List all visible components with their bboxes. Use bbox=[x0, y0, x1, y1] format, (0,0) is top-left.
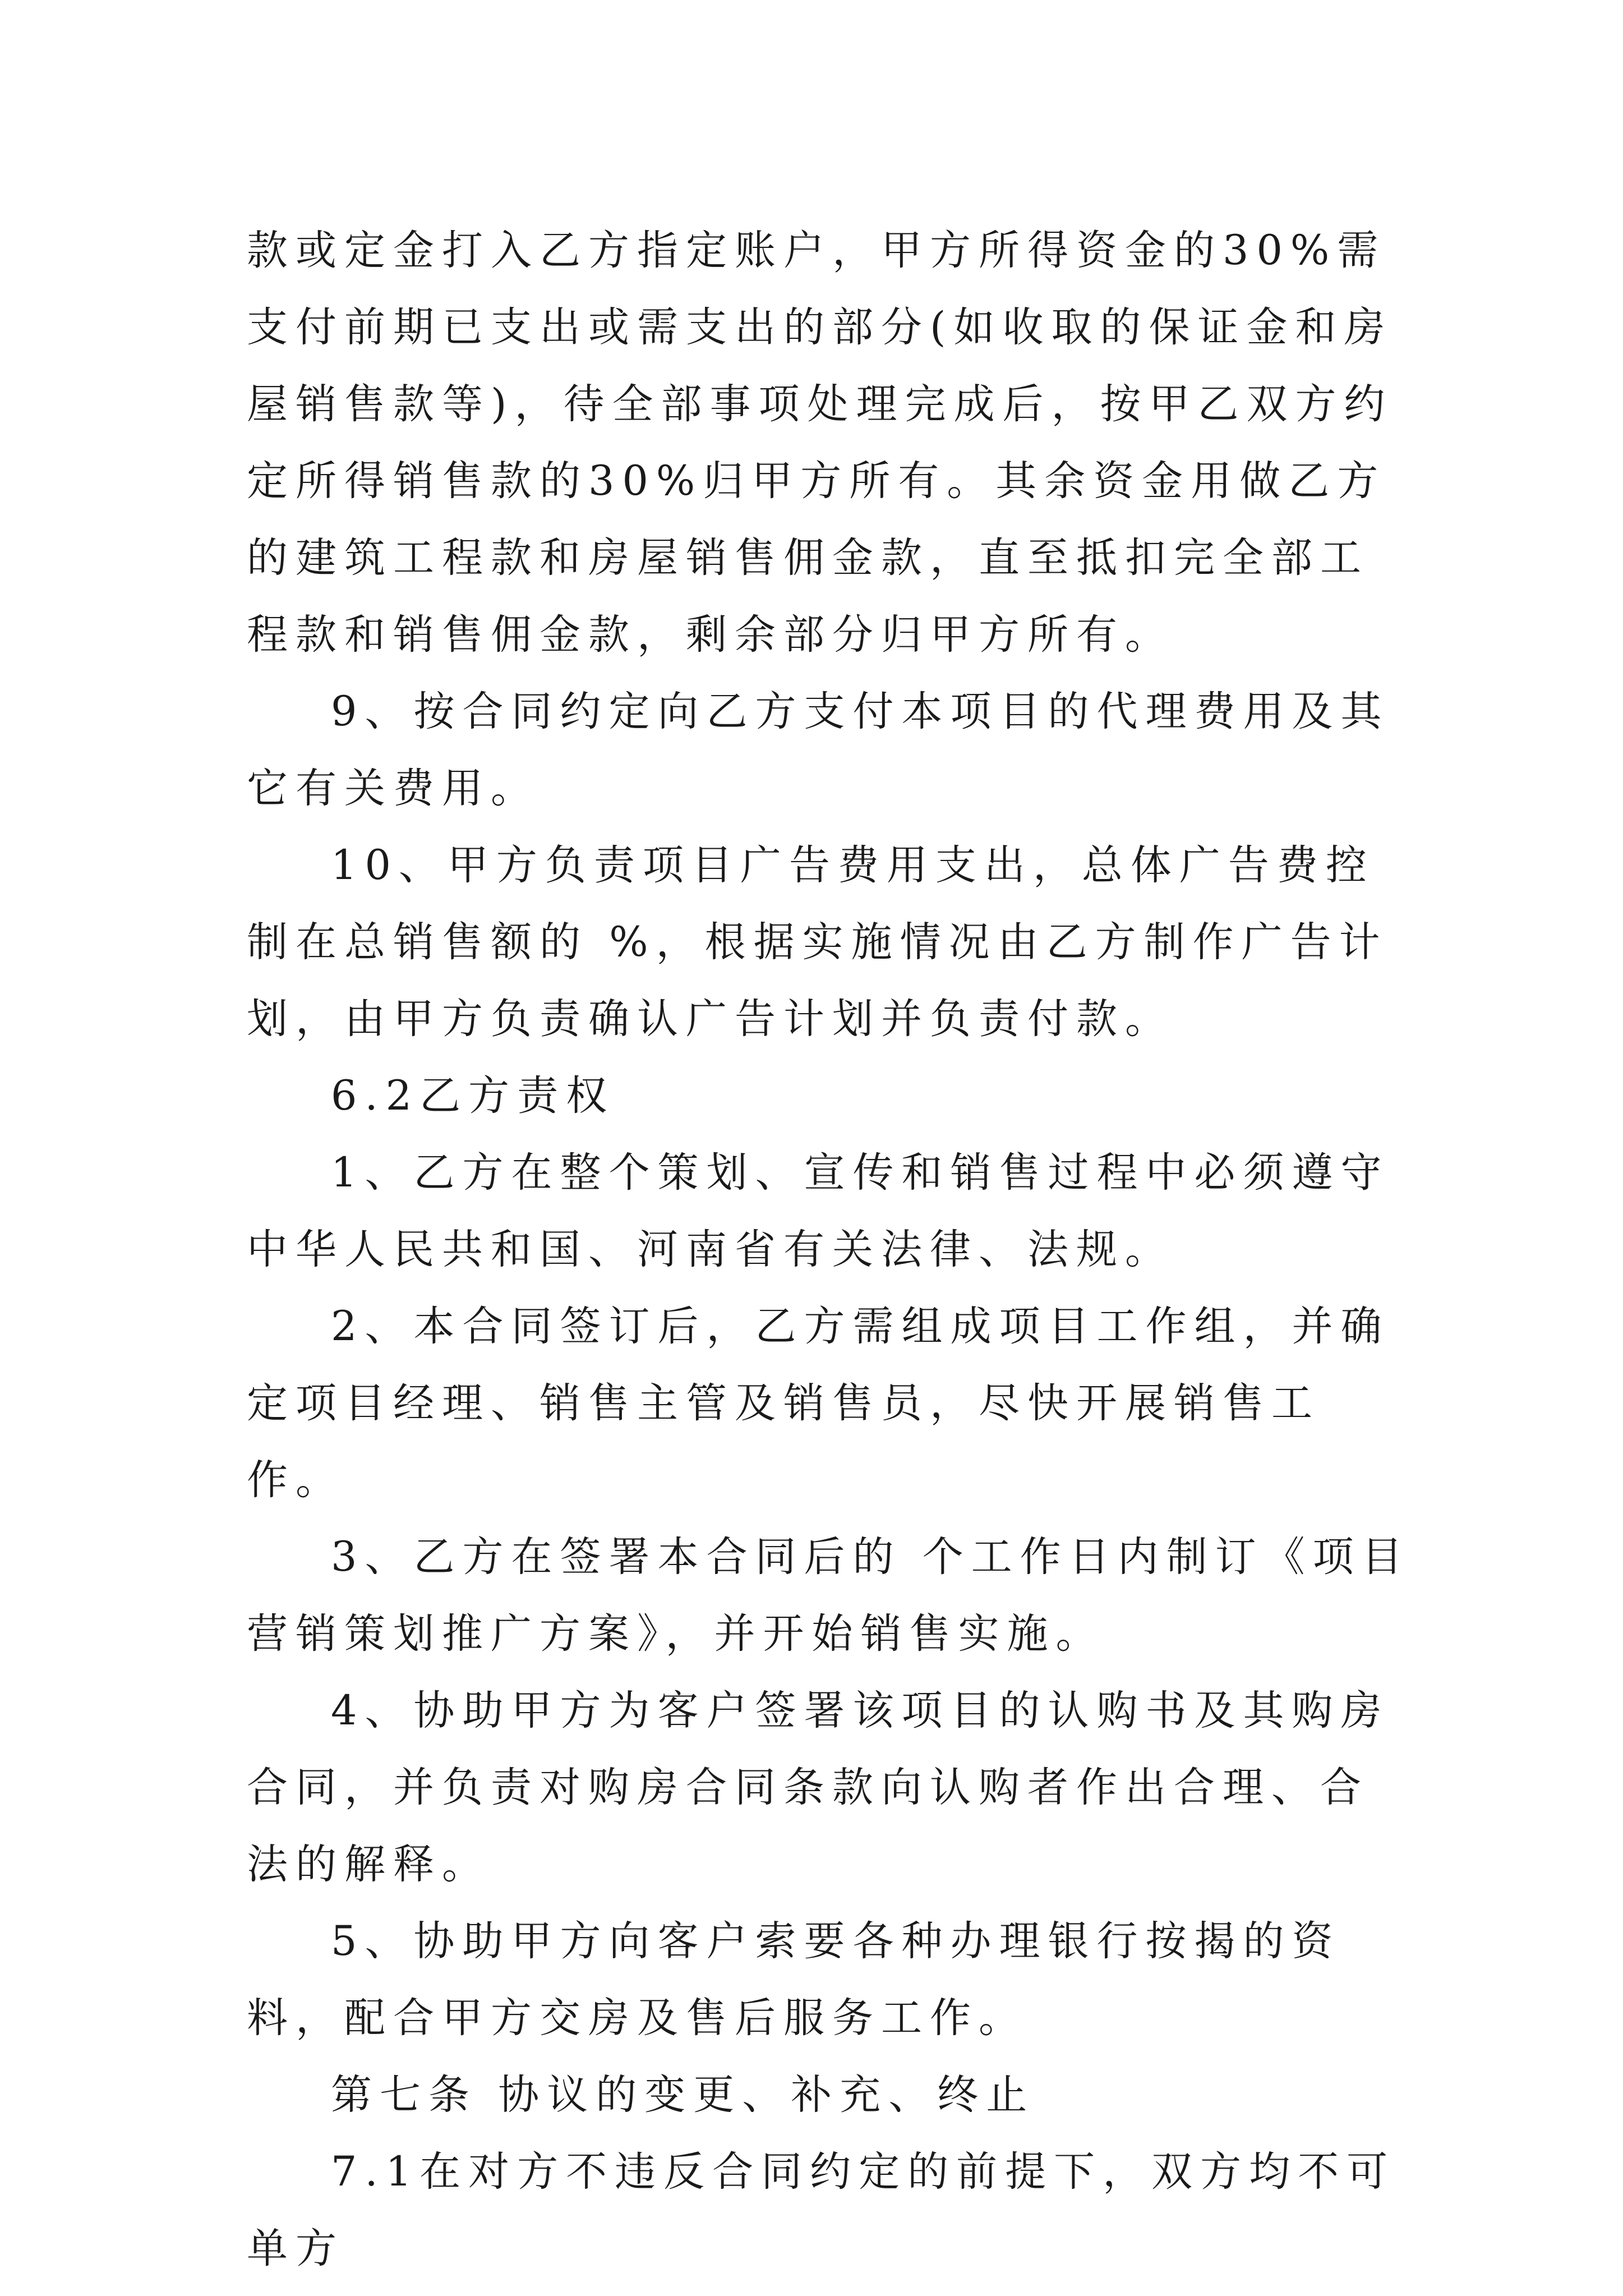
paragraph-item-9: 9、按合同约定向乙方支付本项目的代理费用及其它有关费用。 bbox=[247, 688, 1390, 812]
paragraph-payment-allocation: 款或定金打入乙方指定账户，甲方所得资金的30%需支付前期已支出或需支出的部分(如收取的保证金和房屋销售款等)，待全部事项处理完成后，按甲乙双方约定所得销售款的30%归甲方所有。其余资金用做乙方的建筑工程款和房屋销售佣金款，直至抵扣完全部工程款和销售佣金款，剩余部分归甲方所有。 bbox=[247, 227, 1393, 659]
section-heading-6-2: 6.2乙方责权 bbox=[331, 1072, 615, 1120]
article-7-heading: 第七条 协议的变更、补充、终止 bbox=[331, 2071, 1035, 2119]
paragraph-7-1: 7.1在对方不违反合同约定的前提下，双方均不可单方 bbox=[247, 2148, 1396, 2272]
paragraph-party-b-item-4: 4、协助甲方为客户签署该项目的认购书及其购房合同，并负责对购房合同条款向认购者作出合理、合法的解释。 bbox=[247, 1687, 1390, 1888]
paragraph-party-b-item-3: 3、乙方在签署本合同后的 个工作日内制订《项目营销策划推广方案》，并开始销售实施。 bbox=[247, 1533, 1410, 1658]
paragraph-party-b-item-1: 1、乙方在整个策划、宣传和销售过程中必须遵守中华人民共和国、河南省有关法律、法规。 bbox=[247, 1149, 1390, 1273]
paragraph-party-b-item-5: 5、协助甲方向客户索要各种办理银行按揭的资料，配合甲方交房及售后服务工作。 bbox=[247, 1917, 1341, 2042]
paragraph-item-10: 10、甲方负责项目广告费用支出，总体广告费控制在总销售额的 %，根据实施情况由乙方制作广告计划，由甲方负责确认广告计划并负责付款。 bbox=[247, 841, 1388, 1043]
document-body bbox=[247, 212, 1413, 2287]
paragraph-party-b-item-2: 2、本合同签订后，乙方需组成项目工作组，并确定项目经理、销售主管及销售员，尽快开展销售工作。 bbox=[247, 1303, 1390, 1504]
